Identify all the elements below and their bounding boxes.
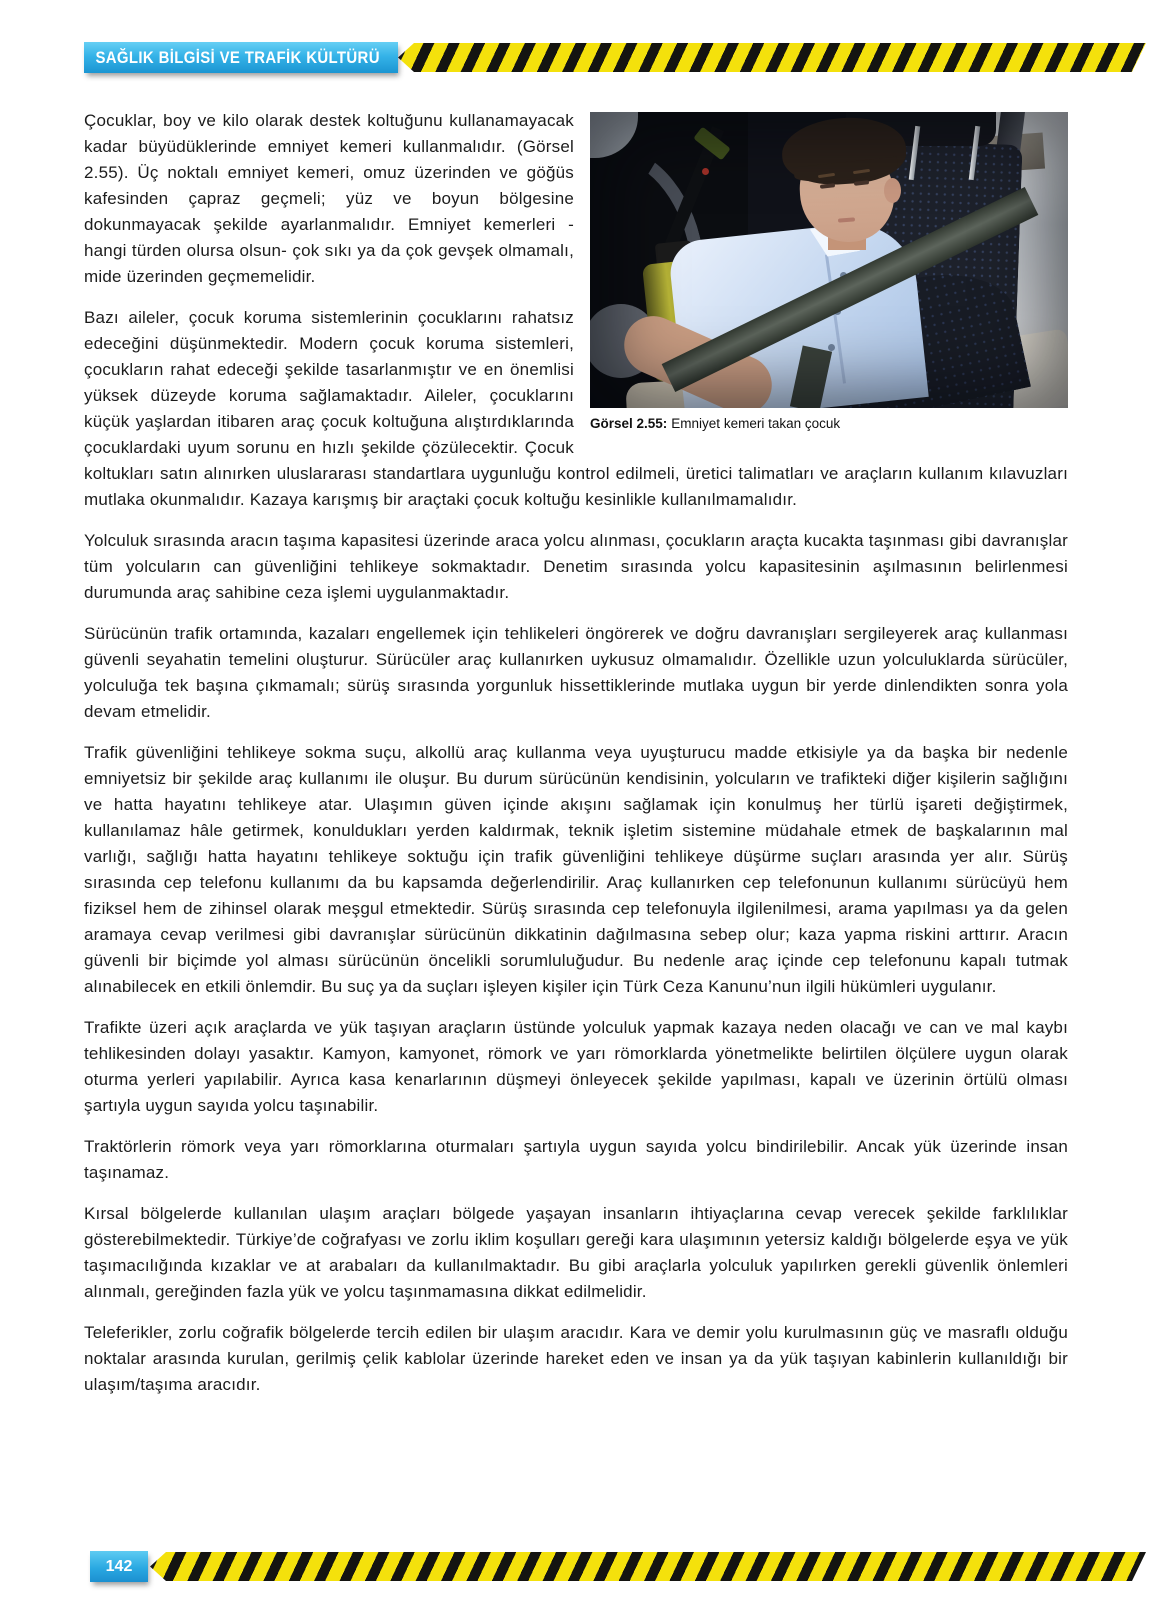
photo-vignette — [590, 112, 1068, 408]
page-content — [84, 108, 1068, 1413]
page-number: 142 — [105, 1557, 133, 1575]
figure-caption — [590, 415, 1068, 432]
paragraph-9: Teleferikler, zorlu coğrafik bölgelerde tercih edilen bir ulaşım aracıdır. Kara ve demir yolu kurulmasının güç ve masraflı olduğu noktalar arasında kurulan, gerilmiş çelik kablolar üzerinde hareket eden ve insan ya da yük taşıyan kabinlerin kullanıldığı bir ulaşım/taşıma aracıdır. — [84, 1323, 1068, 1394]
figure-2-55 — [590, 112, 1068, 432]
paragraph-2: Bazı aileler, çocuk koruma sistemlerinin çocuklarını rahatsız edeceğini düşünmektedir. Modern çocuk koruma sistemleri, çocukların rahat edeceği şekilde tasarlanmıştır ve en önemlisi yüksek düzeyde koruma sağlamaktadır. Aileler, çocuklarını küçük yaşlardan itibaren araç çocuk koltuğuna alıştırdıklarında çocuklardaki uyum sorunu en hızlı şekilde çözülecektir. Çocuk koltukları satın alınırken uluslararası standartlara uygunluğu kontrol edilmeli, üretici talimatları ve araçların kullanım kılavuzları mutlaka okunmalıdır. Kazaya karışmış bir araçtaki çocuk koltuğu kesinlikle kullanılmamalıdır. — [84, 308, 1068, 509]
figure-caption-label: Görsel 2.55: — [590, 416, 668, 431]
chapter-title-ribbon — [84, 42, 398, 73]
paragraph-3: Yolculuk sırasında aracın taşıma kapasitesi üzerinde araca yolcu alınması, çocukların araçta kucakta taşınması gibi davranışlar tüm yolcuların can güvenliğini tehlikeye sokmaktadır. Denetim sırasında yolcu kapasitesinin aşılmasının belirlenmesi durumunda araç sahibine ceza işlemi uygulanmaktadır. — [84, 531, 1068, 602]
photo-child-with-seatbelt — [590, 112, 1068, 408]
paragraph-1: Çocuklar, boy ve kilo olarak destek koltuğunu kullanamayacak kadar büyüdüklerinde emniyet kemeri kullanmalıdır. (Görsel 2.55). Üç noktalı emniyet kemeri, omuz üzerinden ve göğüs kafesinden çapraz geçmeli; yüz ve boyun bölgesine dokunmayacak şekilde ayarlanmalıdır. Emniyet kemerleri -hangi türden olursa olsun- çok sıkı ya da çok gevşek olmamalı, mide üzerinden geçmemelidir. — [84, 111, 574, 286]
paragraph-4: Sürücünün trafik ortamında, kazaları engellemek için tehlikeleri öngörerek ve doğru davranışları sergileyerek araç kullanması güvenli seyahatin temelini oluşturur. Sürücüler araç kullanırken uykusuz olmamalıdır. Özellikle uzun yolculuklarda sürücüler, yolculuğa tek başına çıkmamalı; sürüş sırasında yorgunluk hissettiklerinde mutlaka uygun bir yerde dinlendikten sonra yola devam etmelidir. — [84, 624, 1068, 721]
page-number-box — [90, 1551, 148, 1582]
paragraph-7: Traktörlerin römork veya yarı römorklarına oturmaları şartıyla uygun sayıda yolcu bindirilebilir. Ancak yük üzerinde insan taşınamaz. — [84, 1137, 1068, 1182]
paragraph-8: Kırsal bölgelerde kullanılan ulaşım araçları bölgede yaşayan insanların ihtiyaçlarına cevap verecek şekilde farklılıklar gösterebilmektedir. Türkiye’de coğrafyası ve zorlu iklim koşulları gereği kara ulaşımının yetersiz kaldığı bölgelerde eşya ve yük taşımacılığında kızaklar ve at arabaları da kullanılmaktadır. Bu gibi araçlarla yolculuk yapılırken gerekli güvenlik önlemleri alınmalı, gereğinden fazla yük ve yolcu taşınmamasına dikkat edilmelidir. — [84, 1204, 1068, 1301]
hazard-stripe-footer — [150, 1552, 1146, 1581]
chapter-title: SAĞLIK BİLGİSİ VE TRAFİK KÜLTÜRÜ — [95, 47, 380, 67]
paragraph-5: Trafik güvenliğini tehlikeye sokma suçu, alkollü araç kullanma veya uyuşturucu madde etkisiyle ya da başka bir nedenle emniyetsiz bir şekilde araç kullanımı ile oluşur. Bu durum sürücünün kendisinin, yolcuların ve trafikteki diğer kişilerin sağlığını ve hatta hayatını tehlikeye atar. Ulaşımın güven içinde akışını sağlamak için konulmuş her türlü işareti değiştirmek, kullanılamaz hâle getirmek, konuldukları yerden kaldırmak, teknik işletim sistemine müdahale etmek de başkalarının mal varlığı, sağlığı hatta hayatını tehlikeye soktuğu için trafik güvenliğini tehlikeye düşürme suçları arasında yer alır. Sürüş sırasında cep telefonu kullanımı da bu kapsamda değerlendirilir. Araç kullanırken cep telefonunun kullanımı sürücüyü hem fiziksel hem de zihinsel olarak meşgul etmektedir. Sürüş sırasında cep telefonuyla ilgilenilmesi, arama yapılması ya da gelen aramaya cevap verilmesi gibi davranışlar sürücünün dikkatinin dağılmasına sebep olur; kaza yapma riskini arttırır. Aracın güvenli bir biçimde yol alması sürücünün öncelikli sorumluluğudur. Bu nedenle araç içinde cep telefonunu kapalı tutmak alınabilecek en etkili önlemdir. Bu suç ya da suçları işleyen kişiler için Türk Ceza Kanunu’nun ilgili hükümleri uygulanır. — [84, 743, 1068, 996]
figure-caption-text: Emniyet kemeri takan çocuk — [671, 416, 841, 431]
hazard-stripe-header — [398, 43, 1146, 72]
paragraph-6: Trafikte üzeri açık araçlarda ve yük taşıyan araçların üstünde yolculuk yapmak kazaya neden olacağı ve can ve mal kaybı tehlikesinden dolayı yasaktır. Kamyon, kamyonet, römork ve yarı römorklarda yönetmelikte belirtilen ölçülere uygun olarak oturma yerleri yapılabilir. Ayrıca kasa kenarlarının düşmeyi önleyecek şekilde yapılması, kapalı ve üzerinin örtülü olması şartıyla uygun sayıda yolcu taşınabilir. — [84, 1018, 1068, 1115]
